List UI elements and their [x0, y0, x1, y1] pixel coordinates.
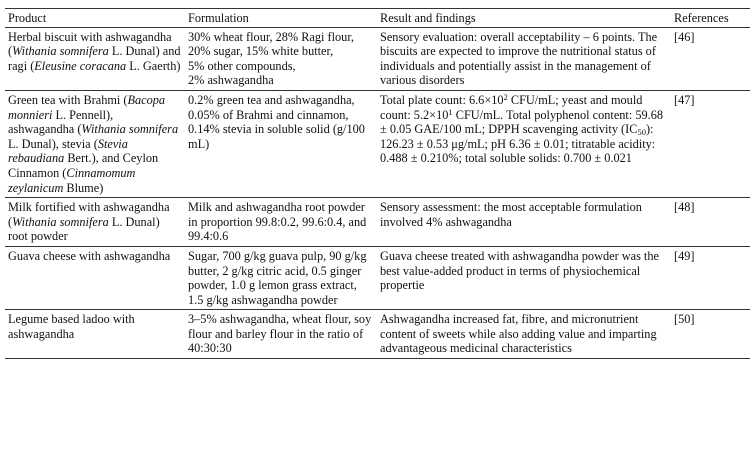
- product-cell: Legume based ladoo with ashwagandha: [5, 310, 185, 359]
- formulation-cell: 30% wheat flour, 28% Ragi flour, 20% sugar, 15% white butter, 5% other compounds, 2% ashwagandha: [185, 27, 377, 90]
- formulation-cell: Sugar, 700 g/kg guava pulp, 90 g/kg butter, 2 g/kg citric acid, 0.5 ginger powder, 1.0 g lemon grass extract, 1.5 g/kg ashwagandha powder: [185, 246, 377, 309]
- result-cell: Guava cheese treated with ashwagandha powder was the best value-added product in terms of physiochemical propertie: [377, 246, 671, 309]
- header-references: References: [671, 9, 750, 28]
- header-result: Result and findings: [377, 9, 671, 28]
- result-cell: Sensory evaluation: overall acceptability – 6 points. The biscuits are expected to improve the nutritional status of individuals and potentially assist in the management of various disorders: [377, 27, 671, 90]
- header-product: Product: [5, 9, 185, 28]
- table-row: [5, 310, 750, 359]
- reference-cell: [49]: [671, 246, 750, 309]
- formulation-cell: Milk and ashwagandha root powder in proportion 99.8:0.2, 99.6:0.4, and 99.4:0.6: [185, 198, 377, 247]
- reference-cell: [47]: [671, 90, 750, 197]
- result-cell: Ashwagandha increased fat, fibre, and micronutrient content of sweets while also adding value and imparting advantageous medicinal characteristics: [377, 310, 671, 359]
- table-row: [5, 198, 750, 247]
- table-body: [5, 27, 750, 358]
- product-cell: Milk fortified with ashwagandha (Withania somnifera L. Dunal) root powder: [5, 198, 185, 247]
- product-cell: Guava cheese with ashwagandha: [5, 246, 185, 309]
- reference-cell: [48]: [671, 198, 750, 247]
- reference-cell: [46]: [671, 27, 750, 90]
- table-row: [5, 90, 750, 197]
- table-row: [5, 246, 750, 309]
- reference-cell: [50]: [671, 310, 750, 359]
- result-cell: Sensory assessment: the most acceptable formulation involved 4% ashwagandha: [377, 198, 671, 247]
- header-row: [5, 9, 750, 28]
- formulation-cell: 0.2% green tea and ashwagandha, 0.05% of Brahmi and cinnamon, 0.14% stevia in soluble solid (g/100 mL): [185, 90, 377, 197]
- formulation-cell: 3–5% ashwagandha, wheat flour, soy flour and barley flour in the ratio of 40:30:30: [185, 310, 377, 359]
- product-cell: Herbal biscuit with ashwagandha (Withania somnifera L. Dunal) and ragi (Eleusine coracana L. Gaerth): [5, 27, 185, 90]
- header-formulation: Formulation: [185, 9, 377, 28]
- table-header: [5, 9, 750, 28]
- result-cell: Total plate count: $6.6\times 10^2$ CFU/mL; yeast and mould count: $5.2\times 10^1$ CFU/mL. Total polyphenol content: 59.68 ± 0.05 GAE/100 mL; DPPH scavenging activity $(IC_{50})$: 126.23 ± 0.53 μg/mL; pH 6.36 ± 0.01; titratable acidity: 0.488 ± 0.210%; total soluble solids: 0.700 ± 0.021: [377, 90, 671, 197]
- product-cell: Green tea with Brahmi (Bacopa monnieri L. Pennell), ashwagandha (Withania somnifera L. Dunal), stevia (Stevia rebaudiana Bert.), and Ceylon Cinnamon (Cinnamomum zeylanicum Blume): [5, 90, 185, 197]
- table-row: [5, 27, 750, 90]
- formulations-table: [5, 8, 750, 359]
